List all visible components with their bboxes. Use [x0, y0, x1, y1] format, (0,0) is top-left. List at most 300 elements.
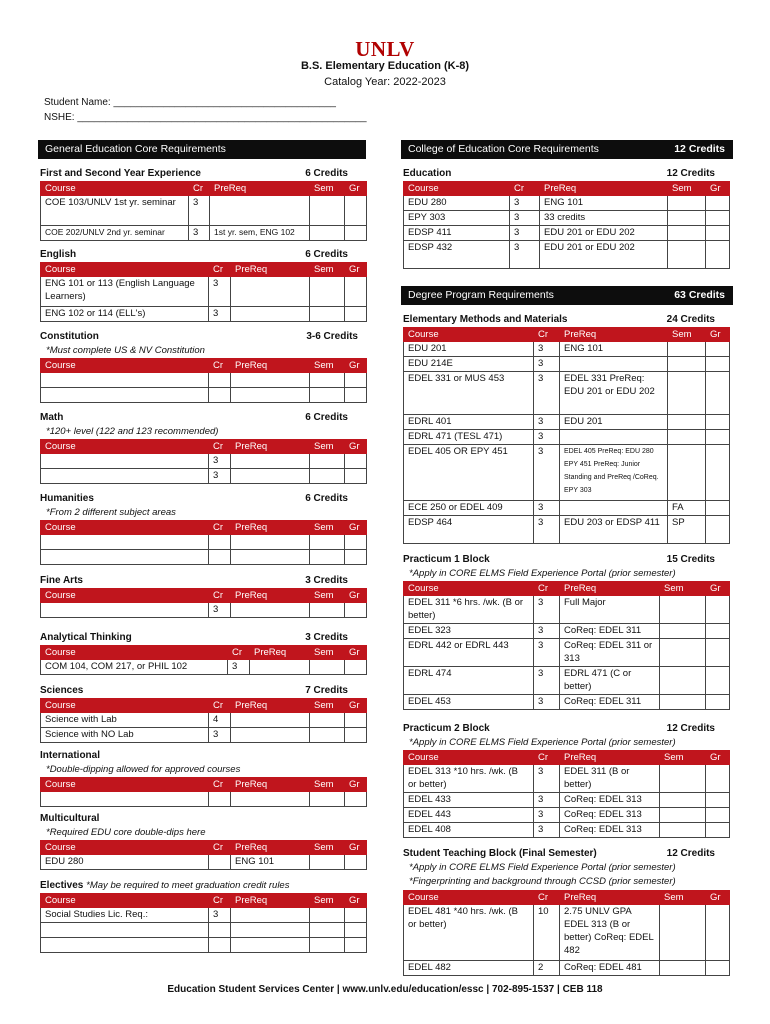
- table-cell: Cr: [189, 182, 210, 196]
- table-cell: [41, 792, 209, 807]
- table-cell: EDEL 313 *10 hrs. /wk. (B or better): [404, 765, 534, 793]
- table-cell: [706, 905, 730, 961]
- table-cell: [209, 938, 231, 953]
- table-row: [404, 415, 730, 430]
- table-cell: PreReq: [231, 359, 310, 373]
- table-header: [41, 894, 367, 908]
- table-cell: [209, 550, 231, 565]
- table-cell: [310, 373, 345, 388]
- table-cell: 3: [534, 415, 560, 430]
- table-header: [41, 521, 367, 535]
- table-cell: Sem: [660, 891, 706, 905]
- table-row: [41, 226, 367, 241]
- section-english: [40, 249, 348, 260]
- table-cell: [706, 624, 730, 639]
- table-cell: [231, 373, 310, 388]
- student-teaching-table: [403, 890, 730, 976]
- table-row: [404, 624, 730, 639]
- table-cell: [209, 388, 231, 403]
- table-row: [404, 695, 730, 710]
- unlv-logo: UNLV: [355, 37, 415, 61]
- table-cell: [668, 430, 706, 445]
- table-cell: Cr: [209, 778, 231, 792]
- table-cell: PreReq: [231, 778, 310, 792]
- table-cell: EDEL 331 or MUS 453: [404, 372, 534, 415]
- table-cell: [345, 660, 367, 675]
- table-cell: [706, 430, 730, 445]
- section-title: Humanities: [40, 493, 94, 504]
- fine-arts-table: [40, 588, 367, 618]
- electives-table: [40, 893, 367, 953]
- table-cell: EDEL 311 *6 hrs. /wk. (B or better): [404, 596, 534, 624]
- table-cell: [41, 550, 209, 565]
- section-credits: 6 Credits: [305, 168, 348, 179]
- table-cell: [231, 535, 310, 550]
- table-cell: [345, 923, 367, 938]
- table-row: [41, 660, 367, 675]
- table-cell: Course: [404, 182, 510, 196]
- table-cell: [345, 469, 367, 484]
- gen-ed-bar: [38, 140, 366, 159]
- table-cell: PreReq: [250, 646, 310, 660]
- degree-bar-label: Degree Program Requirements: [408, 289, 554, 301]
- table-cell: PreReq: [231, 440, 310, 454]
- table-row: [404, 793, 730, 808]
- table-header: [404, 182, 730, 196]
- table-cell: Cr: [209, 263, 231, 277]
- table-cell: [209, 792, 231, 807]
- section-education: [403, 168, 715, 179]
- table-cell: [345, 307, 367, 322]
- table-cell: EDU 203 or EDSP 411: [560, 516, 668, 544]
- table-cell: [345, 388, 367, 403]
- table-cell: Gr: [706, 751, 730, 765]
- table-cell: Gr: [345, 646, 367, 660]
- table-cell: Full Major: [560, 596, 660, 624]
- table-cell: [41, 388, 209, 403]
- table-cell: [231, 603, 310, 618]
- table-cell: 3: [189, 226, 210, 241]
- table-row: [41, 277, 367, 307]
- analytical-table: [40, 645, 367, 675]
- table-cell: [706, 596, 730, 624]
- table-cell: [660, 808, 706, 823]
- table-cell: 3: [510, 196, 540, 211]
- table-cell: EDRL 474: [404, 667, 534, 695]
- table-cell: 3: [534, 342, 560, 357]
- table-cell: [706, 357, 730, 372]
- table-cell: [660, 695, 706, 710]
- section-practicum-2: [403, 723, 715, 734]
- table-cell: 3: [209, 469, 231, 484]
- table-cell: Sem: [668, 182, 706, 196]
- table-cell: Gr: [706, 891, 730, 905]
- section-analytical: [40, 632, 348, 643]
- table-cell: Sem: [310, 263, 345, 277]
- table-header: [41, 778, 367, 792]
- section-credits: 12 Credits: [666, 848, 715, 859]
- table-cell: 3: [209, 728, 231, 743]
- table-cell: Course: [41, 841, 209, 855]
- table-cell: Gr: [706, 182, 730, 196]
- table-cell: Sem: [310, 646, 345, 660]
- table-cell: [560, 430, 668, 445]
- table-cell: [668, 342, 706, 357]
- table-cell: 3: [534, 667, 560, 695]
- table-cell: 10: [534, 905, 560, 961]
- section-title: First and Second Year Experience: [40, 168, 201, 179]
- section-title: English: [40, 249, 77, 260]
- table-cell: CoReq: EDEL 311: [560, 624, 660, 639]
- table-cell: [706, 808, 730, 823]
- table-cell: [660, 905, 706, 961]
- table-cell: [231, 713, 310, 728]
- table-cell: [706, 961, 730, 976]
- degree-bar-credits: 63 Credits: [674, 289, 725, 301]
- table-cell: [345, 373, 367, 388]
- table-cell: [668, 357, 706, 372]
- table-row: [404, 667, 730, 695]
- table-cell: Sem: [660, 751, 706, 765]
- table-row: [41, 713, 367, 728]
- table-row: [41, 855, 367, 870]
- table-cell: 3: [510, 211, 540, 226]
- section-international: [40, 750, 100, 761]
- table-cell: Gr: [345, 841, 367, 855]
- table-row: [41, 307, 367, 322]
- student-teaching-note-1: *Apply in CORE ELMS Field Experience Portal (prior semester): [409, 862, 676, 873]
- table-row: [404, 823, 730, 838]
- table-cell: Sem: [310, 521, 345, 535]
- table-cell: EDEL 311 (B or better): [560, 765, 660, 793]
- table-row: [404, 905, 730, 961]
- degree-bar: [401, 286, 733, 305]
- table-cell: Gr: [345, 699, 367, 713]
- table-cell: CoReq: EDEL 481: [560, 961, 660, 976]
- table-cell: [210, 196, 310, 226]
- table-cell: [660, 961, 706, 976]
- table-cell: Gr: [345, 778, 367, 792]
- table-cell: Sem: [310, 778, 345, 792]
- table-cell: [345, 196, 367, 226]
- section-electives: [40, 880, 289, 891]
- table-header: [404, 582, 730, 596]
- table-cell: 33 credits: [540, 211, 668, 226]
- education-table: [403, 181, 730, 269]
- table-cell: [310, 713, 345, 728]
- table-cell: 3: [534, 372, 560, 415]
- international-table: [40, 777, 367, 807]
- table-row: [404, 430, 730, 445]
- section-title: Elementary Methods and Materials: [403, 314, 568, 325]
- electives-note: *May be required to meet graduation credit rules: [86, 880, 290, 891]
- table-cell: 3: [510, 241, 540, 269]
- table-cell: 3: [534, 501, 560, 516]
- table-cell: [706, 372, 730, 415]
- section-credits: 12 Credits: [666, 723, 715, 734]
- table-cell: Cr: [228, 646, 250, 660]
- table-cell: EDEL 331 PreReq: EDU 201 or EDU 202: [560, 372, 668, 415]
- student-name-field[interactable]: Student Name: ________________________________________: [44, 97, 336, 108]
- table-row: [404, 372, 730, 415]
- table-cell: EDU 280: [404, 196, 510, 211]
- table-cell: CoReq: EDEL 313: [560, 808, 660, 823]
- table-cell: [231, 469, 310, 484]
- table-cell: Cr: [209, 440, 231, 454]
- coe-bar-credits: 12 Credits: [674, 143, 725, 155]
- table-cell: [345, 792, 367, 807]
- table-cell: [41, 469, 209, 484]
- table-cell: [660, 765, 706, 793]
- table-cell: Cr: [510, 182, 540, 196]
- table-row: [41, 454, 367, 469]
- table-cell: PreReq: [560, 582, 660, 596]
- table-cell: 3: [534, 445, 560, 501]
- table-cell: 3: [534, 823, 560, 838]
- sciences-table: [40, 698, 367, 743]
- table-cell: [706, 211, 730, 226]
- table-cell: EDU 201 or EDU 202: [540, 226, 668, 241]
- table-cell: 3: [534, 516, 560, 544]
- table-cell: Course: [41, 263, 209, 277]
- table-cell: [41, 603, 209, 618]
- table-cell: Cr: [209, 841, 231, 855]
- constitution-note: *Must complete US & NV Constitution: [46, 345, 205, 356]
- table-cell: [668, 226, 706, 241]
- table-row: [404, 357, 730, 372]
- table-cell: Gr: [345, 440, 367, 454]
- table-cell: [41, 373, 209, 388]
- table-cell: [706, 695, 730, 710]
- table-cell: [706, 501, 730, 516]
- table-cell: Gr: [345, 894, 367, 908]
- table-cell: [660, 639, 706, 667]
- table-cell: [345, 277, 367, 307]
- table-header: [41, 440, 367, 454]
- section-math: [40, 412, 348, 423]
- table-cell: COE 103/UNLV 1st yr. seminar: [41, 196, 189, 226]
- table-cell: 3: [534, 765, 560, 793]
- table-header: [404, 751, 730, 765]
- table-cell: Gr: [345, 359, 367, 373]
- table-cell: Course: [404, 751, 534, 765]
- section-title: Sciences: [40, 685, 84, 696]
- section-credits: 3-6 Credits: [306, 331, 358, 342]
- table-cell: [560, 501, 668, 516]
- table-cell: Sem: [310, 894, 345, 908]
- table-cell: Sem: [310, 699, 345, 713]
- table-cell: [660, 793, 706, 808]
- table-cell: [310, 469, 345, 484]
- page-title: B.S. Elementary Education (K-8): [300, 60, 470, 72]
- elem-methods-table: [403, 327, 730, 544]
- section-humanities: [40, 493, 348, 504]
- table-cell: Cr: [209, 894, 231, 908]
- table-cell: PreReq: [560, 328, 668, 342]
- nshe-field[interactable]: NSHE: ____________________________________________________: [44, 112, 367, 123]
- math-note: *120+ level (122 and 123 recommended): [46, 426, 219, 437]
- table-row: [41, 388, 367, 403]
- table-header: [404, 891, 730, 905]
- table-cell: Social Studies Lic. Req.:: [41, 908, 209, 923]
- table-cell: [209, 923, 231, 938]
- table-cell: [660, 624, 706, 639]
- table-cell: [345, 550, 367, 565]
- table-row: [404, 241, 730, 269]
- table-cell: Course: [41, 440, 209, 454]
- table-cell: Gr: [345, 182, 367, 196]
- table-cell: [706, 793, 730, 808]
- table-cell: EDSP 432: [404, 241, 510, 269]
- table-cell: [310, 277, 345, 307]
- section-credits: 3 Credits: [305, 575, 348, 586]
- section-multicultural: [40, 813, 99, 824]
- table-cell: Gr: [345, 521, 367, 535]
- table-cell: 2: [534, 961, 560, 976]
- table-cell: EPY 303: [404, 211, 510, 226]
- humanities-table: [40, 520, 367, 565]
- practicum-1-note: *Apply in CORE ELMS Field Experience Portal (prior semester): [409, 568, 676, 579]
- table-cell: PreReq: [231, 521, 310, 535]
- table-cell: [231, 454, 310, 469]
- table-cell: 3: [209, 307, 231, 322]
- student-teaching-note-2: *Fingerprinting and background through CCSD (prior semester): [409, 876, 676, 887]
- table-cell: Course: [404, 582, 534, 596]
- table-cell: [668, 241, 706, 269]
- humanities-note: *From 2 different subject areas: [46, 507, 176, 518]
- table-row: [404, 765, 730, 793]
- table-cell: [310, 855, 345, 870]
- table-cell: [310, 454, 345, 469]
- table-row: [404, 639, 730, 667]
- section-title: Constitution: [40, 331, 99, 342]
- table-row: [404, 516, 730, 544]
- table-cell: EDEL 453: [404, 695, 534, 710]
- table-cell: [706, 516, 730, 544]
- practicum-2-note: *Apply in CORE ELMS Field Experience Portal (prior semester): [409, 737, 676, 748]
- table-cell: Gr: [706, 582, 730, 596]
- table-cell: ENG 101: [560, 342, 668, 357]
- table-cell: [345, 226, 367, 241]
- table-cell: EDSP 464: [404, 516, 534, 544]
- table-cell: [310, 792, 345, 807]
- table-cell: PreReq: [210, 182, 310, 196]
- section-credits: 15 Credits: [666, 554, 715, 565]
- section-title: Fine Arts: [40, 575, 83, 586]
- section-constitution: [40, 331, 358, 342]
- table-row: [404, 596, 730, 624]
- section-credits: 6 Credits: [305, 412, 348, 423]
- table-cell: PreReq: [231, 894, 310, 908]
- table-cell: EDRL 442 or EDRL 443: [404, 639, 534, 667]
- table-cell: [345, 535, 367, 550]
- table-cell: EDEL 443: [404, 808, 534, 823]
- table-cell: [345, 713, 367, 728]
- catalog-year: Catalog Year: 2022-2023: [324, 76, 446, 88]
- practicum-2-table: [403, 750, 730, 838]
- table-cell: 3: [534, 793, 560, 808]
- table-cell: [310, 923, 345, 938]
- table-cell: Course: [404, 328, 534, 342]
- section-title: Practicum 2 Block: [403, 723, 490, 734]
- table-row: [41, 535, 367, 550]
- table-cell: 3: [209, 908, 231, 923]
- table-cell: EDEL 481 *40 hrs. /wk. (B or better): [404, 905, 534, 961]
- table-cell: Cr: [209, 699, 231, 713]
- table-cell: [310, 938, 345, 953]
- table-cell: 3: [534, 357, 560, 372]
- table-cell: [209, 373, 231, 388]
- section-title: Education: [403, 168, 452, 179]
- table-cell: ENG 101: [540, 196, 668, 211]
- table-row: [41, 373, 367, 388]
- table-cell: [706, 226, 730, 241]
- table-cell: EDRL 401: [404, 415, 534, 430]
- table-cell: [310, 535, 345, 550]
- table-cell: [560, 357, 668, 372]
- coe-bar-label: College of Education Core Requirements: [408, 143, 599, 155]
- table-cell: Sem: [660, 582, 706, 596]
- table-cell: [310, 550, 345, 565]
- table-cell: ENG 102 or 114 (ELL's): [41, 307, 209, 322]
- table-cell: [310, 388, 345, 403]
- table-cell: 3: [534, 808, 560, 823]
- table-cell: Course: [41, 359, 209, 373]
- table-cell: Course: [41, 778, 209, 792]
- table-header: [404, 328, 730, 342]
- table-cell: 4: [209, 713, 231, 728]
- table-cell: Cr: [209, 521, 231, 535]
- gen-ed-bar-label: General Education Core Requirements: [45, 143, 226, 155]
- table-cell: PreReq: [231, 841, 310, 855]
- table-cell: ECE 250 or EDEL 409: [404, 501, 534, 516]
- table-cell: Course: [41, 589, 209, 603]
- table-cell: Course: [41, 699, 209, 713]
- table-cell: [660, 667, 706, 695]
- table-cell: 2.75 UNLV GPA EDEL 313 (B or better) CoReq: EDEL 482: [560, 905, 660, 961]
- table-header: [41, 589, 367, 603]
- practicum-1-table: [403, 581, 730, 710]
- table-cell: EDU 280: [41, 855, 209, 870]
- table-cell: PreReq: [231, 699, 310, 713]
- table-cell: Course: [41, 894, 209, 908]
- table-cell: Sem: [310, 182, 345, 196]
- table-row: [404, 808, 730, 823]
- table-row: [404, 501, 730, 516]
- table-cell: [231, 307, 310, 322]
- table-cell: Gr: [345, 589, 367, 603]
- section-credits: 6 Credits: [305, 493, 348, 504]
- table-header: [41, 359, 367, 373]
- table-row: [41, 469, 367, 484]
- table-cell: [250, 660, 310, 675]
- table-cell: SP: [668, 516, 706, 544]
- table-cell: [668, 415, 706, 430]
- section-title: Practicum 1 Block: [403, 554, 490, 565]
- table-cell: [345, 908, 367, 923]
- table-cell: Cr: [209, 359, 231, 373]
- section-credits: 7 Credits: [305, 685, 348, 696]
- table-cell: [231, 550, 310, 565]
- table-cell: [41, 535, 209, 550]
- table-cell: [209, 855, 231, 870]
- table-cell: Cr: [534, 328, 560, 342]
- table-cell: [706, 765, 730, 793]
- table-cell: CoReq: EDEL 313: [560, 823, 660, 838]
- table-cell: [310, 660, 345, 675]
- table-cell: EDEL 482: [404, 961, 534, 976]
- table-header: [41, 841, 367, 855]
